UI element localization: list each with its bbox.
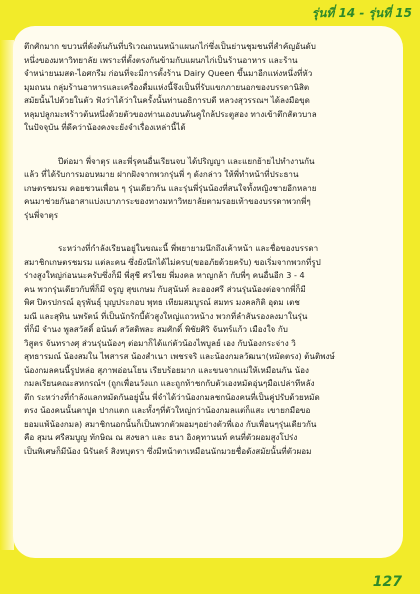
paragraph-1 (24, 40, 394, 135)
text-line: สมาชิกเกษตรชมรม แต่ละคน ซึ่งยังนึกได้ไม่ครบ(ขออภัยด้วยครับ) ขอเริ่มจากพวกที่รูป (24, 256, 321, 267)
text-line: พิศ ปิตรปกรณ์ อุรุพันธุ์ บุญประกอบ พุทธ เทียมสมบูรณ์ สมทร มงคลกิติ อุดม เตช (24, 297, 300, 307)
article-body (24, 40, 394, 478)
text-line: มุมถนน กลุ่มร้านอาหารและเครื่องดื่มแห่งนี้จึงเป็นที่รับแขกภายนอกของบรรดานิสิต (24, 81, 310, 92)
text-line: คน พวกรุ่นเดียวกับพี่ก็มี จรูญ สุขเกษม กับสุนันท์ ละอองศรี ส่วนรุ่นน้องต่อจากพี่ก็มี (24, 283, 306, 294)
text-line: ระหว่างที่กำลังเรียนอยู่ในขณะนี้ พี่พยายามนึกถึงเค้าหน้า และชื่อของบรรดา (58, 243, 319, 253)
text-line: รุ่นพี่จาตุร (24, 209, 59, 220)
text-line: คนมาช่วยกันอาสาแบ่งเบาภาระของทางมหาวิทยาลัยตามรอยเท้าของบรรดาพวกพี่ๆ (24, 196, 311, 206)
text-line: ในปัจจุบัน ที่ดีคว่าน้องคงจะยังจำเรื่องเหล่านี้ได้ (24, 122, 186, 132)
text-line: ยอมแพ้น้องกมล) สมาชิกนอกนั้นก็เป็นพวกตัวผอมๆอย่างตัวพี่เอง กับเพื่อนๆรุ่นเดียวกัน (24, 418, 317, 429)
footer-bar (0, 566, 420, 594)
text-line: วิสูตร จันทรางศุ ส่วนรุ่นน้องๆ ต่อมาก็ได้แก่ตัวน้องไพบูลย์ เอง กับน้องกระจ่าง วิ (24, 337, 296, 348)
text-line: สุทธารมณ์ น้องสมใน ไพสารส น้องสำเนา เพชรจริ และน้องกมลวัฒนา(หมัดตรง) ต้นติพงษ์ (24, 351, 335, 361)
text-line: สมัยนั้นไปด้วยในตัว ฟังว่าได้ว่าในครั้งนั้นท่านอธิการบดี หลวงสุวรรณฯ ได้ลงมือขุด (24, 95, 310, 105)
text-line: หนึ่งของมหาวิทยาลัย เพราะที่ตั้งตรงกันข้ามกับแผนกไก่เป็นร้านอาหาร และร้าน (24, 54, 298, 65)
left-edge-decoration (0, 40, 14, 550)
text-line: คือ สุมน ศรีสมบูญ ทักษิณ ณ สงขลา และ ธนา อิงคุทานนท์ คนที่ตัวผอมสูงโปร่ง (24, 432, 298, 442)
text-line: จำหน่ายนมสด-ไอศกรีม ก่อนที่จะมีการตั้งร้าน Dairy Queen ขึ้นมาอีกแห่งหนึ่งที่หัว (24, 68, 313, 78)
text-line: ปีต่อมา พี่จาตุร และพี่รุคนอื่นเรียนจบ ได้ปริญญา และแยกย้ายไปทำงานกัน (58, 155, 315, 166)
section-title: รุ่นที่ 14 - รุ่นที่ 15 (311, 6, 412, 20)
page-number: 127 (372, 574, 402, 590)
text-line: เกษตรชมรม คอยชวนเพื่อน ๆ รุ่นเดียวกัน และรุ่นพี่รุ่นน้องที่สนใจทั้งหญิงชายอีกหลาย (24, 182, 317, 193)
text-line: แล้ว ที่ได้รับการมอบหมาย ฝากฝังจากพวกรุ่นพี่ ๆ ดังกล่าว ให้พี่ทำหน้าที่ประธาน (24, 169, 299, 179)
text-line: กมลเรียนคณะสหกรณ์ฯ (ถูกเพื่อนวังแก และถูกท้าชกกับตัวเองหมัดอุ่นๆมือเปล่าทีหลัง (24, 378, 315, 388)
text-line: หลุมปลูกมะพร้าวต้นหนึ่งด้วยตัวของท่านเองบนต้นคูใกล้ประตูสอง ทางเข้าตึกสัตวบาล (24, 108, 317, 119)
paragraph-2 (24, 155, 394, 223)
text-line: เป็นพิเศษก็มีน้อง นิรันดร์ สิงหบุตรา ซึ่งมีหน้าตาเหมือนนักมวยชื่อดังสมัยนั้นที่ตัวผอม (24, 445, 312, 456)
text-line: ตึก ระหว่างที่กำลังแลกหมัดกันอยู่นั้น พี่จำได้ว่าน้องกมลชกน้องคนที่เป็นคู่ปรับด้วยหมัด (24, 391, 320, 402)
text-line: มณี และสุทิน นพรัตน์ ที่เป็นนักรักบี้ตัวสูงใหญ่แถวหน้าง พวกที่ลำสันรองลงมาในรุ่น (24, 310, 308, 321)
text-line: ที่ก็มี จำนง พูลสวัสดิ์ อนันต์ สวัสดิพละ สมศักดิ์ พิชัยศิริ จันทร์แก้ว เมืองใจ กับ (24, 324, 288, 334)
text-line: ตึกศักมาก ขบวนที่ดังต้นกันที่บริเวณถนนหน้าแผนกไก่ซึ่งเป็นย่านชุมชนที่สำคัญอันดับ (24, 41, 316, 51)
paragraph-3 (24, 242, 394, 458)
text-line: น้องกมลคนนี้รูปหล่อ สุภาพอ่อนโยน เรียบร้อยมาก และขนจากแม่ให้เหมือนกัน น้อง (24, 364, 309, 375)
header-tab (308, 0, 420, 26)
text-line: ตรง น้องคนนั้นตาปูด ปากแตก และทั้งๆที่ตัวใหญ่กว่าน้องกมลแต่ก็แสะ เขายกมือขอ (24, 405, 311, 415)
text-line: ร่างสูงใหญ่ก่อนนะครับซึ่งก็มี พี่สุชี ศรไชย พี่มงคล หาญกล้า กับพี่ๆ คนอื่นอีก 3 - 4 (24, 270, 305, 280)
